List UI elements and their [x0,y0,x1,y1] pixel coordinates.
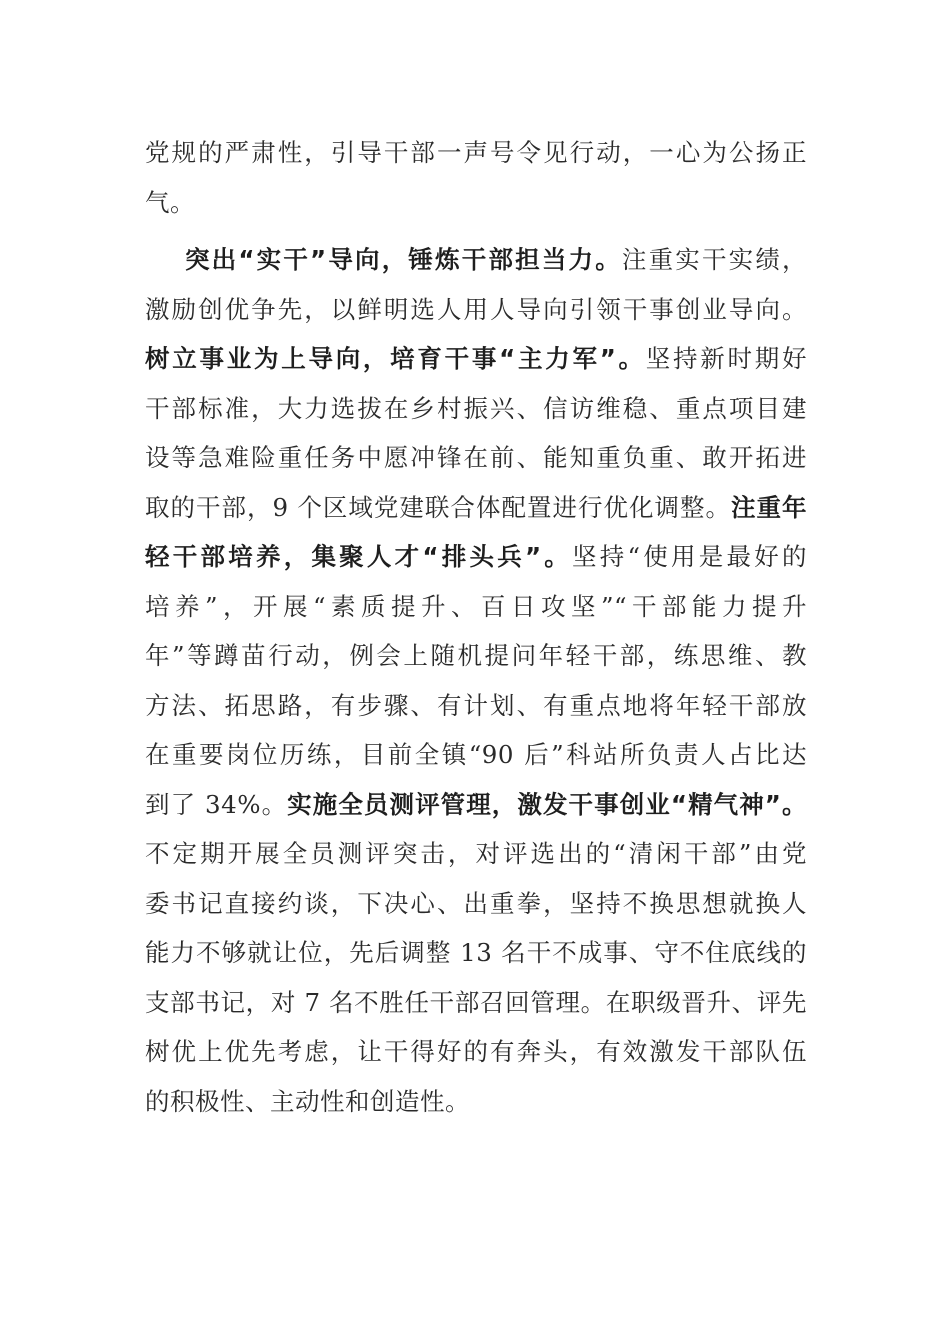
text-line [145,780,807,830]
text-run: 培养”，开展“素质提升、百日攻坚”“干部能力提升 [145,591,807,621]
text-run: 的积极性、主动性和创造性。 [145,1086,470,1116]
bold-heading-run: 注重年 [731,492,808,522]
text-run: 坚持新时期好 [645,344,808,373]
text-line [145,384,807,434]
text-run: 年”等蹲苗行动，例会上随机提问年轻干部，练思维、教 [145,641,807,670]
text-line [145,334,807,384]
text-run: 激励创优争先，以鲜明选人用人导向引领干事创业导向。 [145,294,807,324]
text-run: 不定期开展全员测评突击，对评选出的“清闲干部”由党 [145,839,807,868]
text-line [145,285,807,335]
text-line [145,532,807,582]
text-line [145,978,807,1028]
text-run: 注重实干实绩， [621,245,808,274]
text-line [145,1027,807,1077]
text-run: 在重要岗位历练，目前全镇“90 后”科站所负责人占比达 [145,740,807,769]
text-line [145,631,807,681]
text-line [145,433,807,483]
bold-heading-run: 实施全员测评管理，激发干事创业“精气神”。 [287,789,807,819]
text-run: 树优上优先考虑，让干得好的有奔头，有效激发干部队伍 [145,1037,807,1066]
text-run: 方法、拓思路，有步骤、有计划、有重点地将年轻干部放 [145,690,807,720]
text-line [145,178,807,228]
text-line [145,128,807,178]
bold-heading-run: 树立事业为上导向，培育干事“主力军”。 [145,344,646,373]
text-line [145,730,807,780]
document-body [145,128,807,1126]
text-line [145,928,807,978]
text-run: 坚持“使用是最好的 [572,542,807,571]
text-run: 气。 [145,187,195,217]
text-run: 设等急难险重任务中愿冲锋在前、能知重负重、敢开拓进 [145,443,807,472]
text-run: 委书记直接约谈，下决心、出重拳，坚持不换思想就换人 [145,888,807,918]
text-run: 党规的严肃性，引导干部一声号令见行动，一心为公扬正 [145,138,807,167]
text-line [145,681,807,731]
paragraph [145,235,807,1126]
text-run: 取的干部，9 个区域党建联合体配置进行优化调整。 [145,492,731,522]
paragraph [145,128,807,227]
text-line [145,1077,807,1127]
text-line [145,829,807,879]
text-run: 能力不够就让位，先后调整 13 名干不成事、守不住底线的 [145,938,807,967]
text-line [145,582,807,632]
text-run: 干部标准，大力选拔在乡村振兴、信访维稳、重点项目建 [145,393,807,423]
text-run: 支部书记，对 7 名不胜任干部召回管理。在职级晋升、评先 [145,987,807,1017]
text-line [145,483,807,533]
bold-heading-run: 突出“实干”导向，锤炼干部担当力。 [185,245,622,274]
text-line [145,235,807,285]
bold-heading-run: 轻干部培养，集聚人才“排头兵”。 [145,542,573,571]
text-line [145,879,807,929]
text-run: 到了 34%。 [145,789,288,819]
